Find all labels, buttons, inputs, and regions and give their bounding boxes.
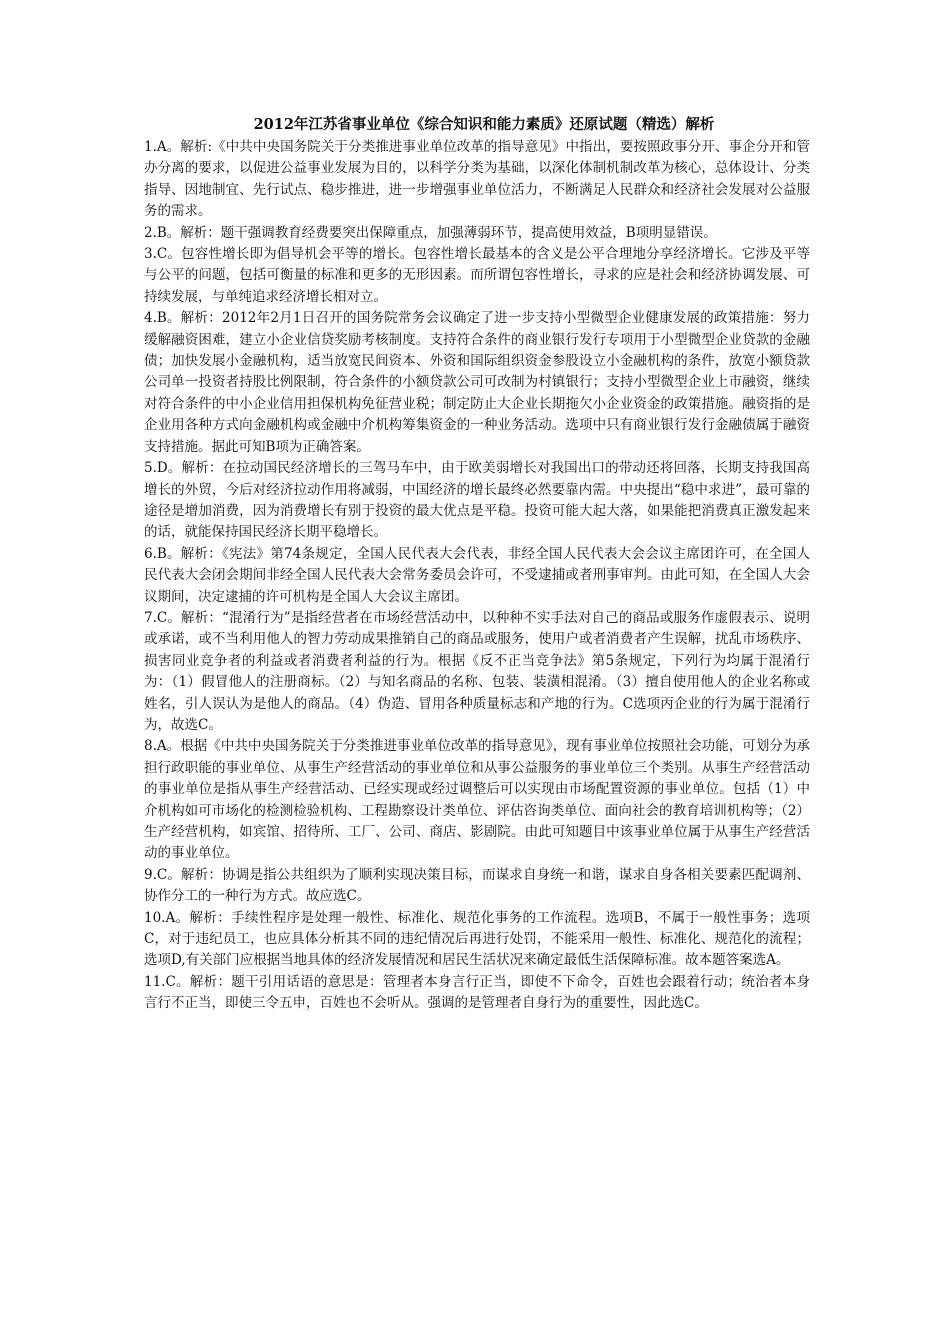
- answer-item-9: 9.C。解析：协调是指公共组织为了顺利实现决策目标，而谋求自身统一和谐，谋求自身各相关要素匹配调剂、协作分工的一种行为方式。故应选C。: [144, 866, 810, 905]
- answer-item-4: 4.B。解析：2012年2月1日召开的国务院常务会议确定了进一步支持小型微型企业健康发展的政策措施：努力缓解融资困难，建立小企业信贷奖励考核制度。支持符合条件的商业银行发行专项用于小型微型企业贷款的金融债；加快发展小金融机构，适当放宽民间资本、外资和国际组织资金参股设立小金融机构的条件，放宽小额贷款公司单一投资者持股比例限制，符合条件的小额贷款公司可改制为村镇银行；支持小型微型企业上市融资，继续对符合条件的中小企业信用担保机构免征营业税；制定防止大企业长期拖欠小企业资金的政策措施。融资指的是企业用各种方式向金融机构或金融中介机构筹集资金的一种业务活动。选项中只有商业银行发行金融债属于融资支持措施。据此可知B项为正确答案。: [144, 310, 810, 455]
- answer-item-3: 3.C。包容性增长即为倡导机会平等的增长。包容性增长最基本的含义是公平合理地分享经济增长。它涉及平等与公平的问题，包括可衡量的标准和更多的无形因素。而所谓包容性增长，寻求的应是社会和经济协调发展、可持续发展，与单纯追求经济增长相对立。: [144, 246, 810, 305]
- answer-item-11: 11.C。解析：题干引用话语的意思是：管理者本身言行正当，即使不下命令，百姓也会跟着行动；统治者本身言行不正当，即使三令五申，百姓也不会听从。强调的是管理者自身行为的重要性，因此选C。: [144, 973, 810, 1012]
- answer-item-6: 6.B。解析：《宪法》第74条规定，全国人民代表大会代表，非经全国人民代表大会会议主席团许可，在全国人民代表大会闭会期间非经全国人民代表大会常务委员会许可，不受逮捕或者刑事审判。由此可知，在全国人大会议期间，决定逮捕的许可机构是全国人大会议主席团。: [144, 545, 810, 605]
- answer-item-10: 10.A。解析：手续性程序是处理一般性、标准化、规范化事务的工作流程。选项B，不属于一般性事务；选项C，对于违纪员工，也应具体分析其不同的违纪情况后再进行处罚，不能采用一般性、标准化、规范化的流程；选项D,有关部门应根据当地具体的经济发展情况和居民生活状况来确定最低生活保障标准。故本题答案选A。: [144, 909, 810, 969]
- answer-item-8: 8.A。根据《中共中央国务院关于分类推进事业单位改革的指导意见》，现有事业单位按照社会功能，可划分为承担行政职能的事业单位、从事生产经营活动的事业单位和从事公益服务的事业单位三个类别。从事生产经营活动的事业单位是指从事生产经营活动、已经实现或经过调整后可以实现由市场配置资源的事业单位。包括（1）中介机构如可市场化的检测检验机构、工程勘察设计类单位、评估咨询类单位、面向社会的教育培训机构等；（2）生产经营机构，如宾馆、招待所、工厂、公司、商店、影剧院。由此可知题目中该事业单位属于从事生产经营活动的事业单位。: [144, 738, 810, 862]
- answer-item-5: 5.D。解析：在拉动国民经济增长的三驾马车中，由于欧美弱增长对我国出口的带动还将回落，长期支持我国高增长的外贸，今后对经济拉动作用将减弱，中国经济的增长最终必然要靠内需。中央提出“稳中求进”，最可靠的途径是增加消费，因为消费增长有别于投资的最大优点是平稳。投资可能大起大落，如果能把消费真正激发起来的话，就能保持国民经济长期平稳增长。: [144, 460, 810, 541]
- answer-item-7: 7.C。解析：“混淆行为”是指经营者在市场经营活动中，以种种不实手法对自己的商品或服务作虚假表示、说明或承诺，或不当利用他人的智力劳动成果推销自己的商品或服务，使用户或者消费者产生误解，扰乱市场秩序、损害同业竞争者的利益或者消费者利益的行为。根据《反不正当竞争法》第5条规定，下列行为均属于混淆行为：（1）假冒他人的注册商标。（2）与知名商品的名称、包装、装潢相混淆。（3）擅自使用他人的企业名称或姓名，引人误认为是他人的商品。（4）伪造、冒用各种质量标志和产地的行为。C选项丙企业的行为属于混淆行为，故选C。: [144, 609, 810, 733]
- document-title: 2012年江苏省事业单位《综合知识和能力素质》还原试题（精选）解析: [253, 116, 715, 133]
- answer-item-1: 1.A。解析:《中共中央国务院关于分类推进事业单位改革的指导意见》中指出，要按照政事分开、事企分开和管办分离的要求，以促进公益事业发展为目的，以科学分类为基础，以深化体制机制改革为核心，总体设计、分类指导、因地制宜、先行试点、稳步推进，进一步增强事业单位活力，不断满足人民群众和经济社会发展对公益服务的需求。: [144, 139, 810, 220]
- document-page: [144, 114, 810, 1015]
- answer-item-2: 2.B。解析：题干强调教育经费要突出保障重点，加强薄弱环节，提高使用效益，B项明显错误。: [144, 224, 717, 241]
